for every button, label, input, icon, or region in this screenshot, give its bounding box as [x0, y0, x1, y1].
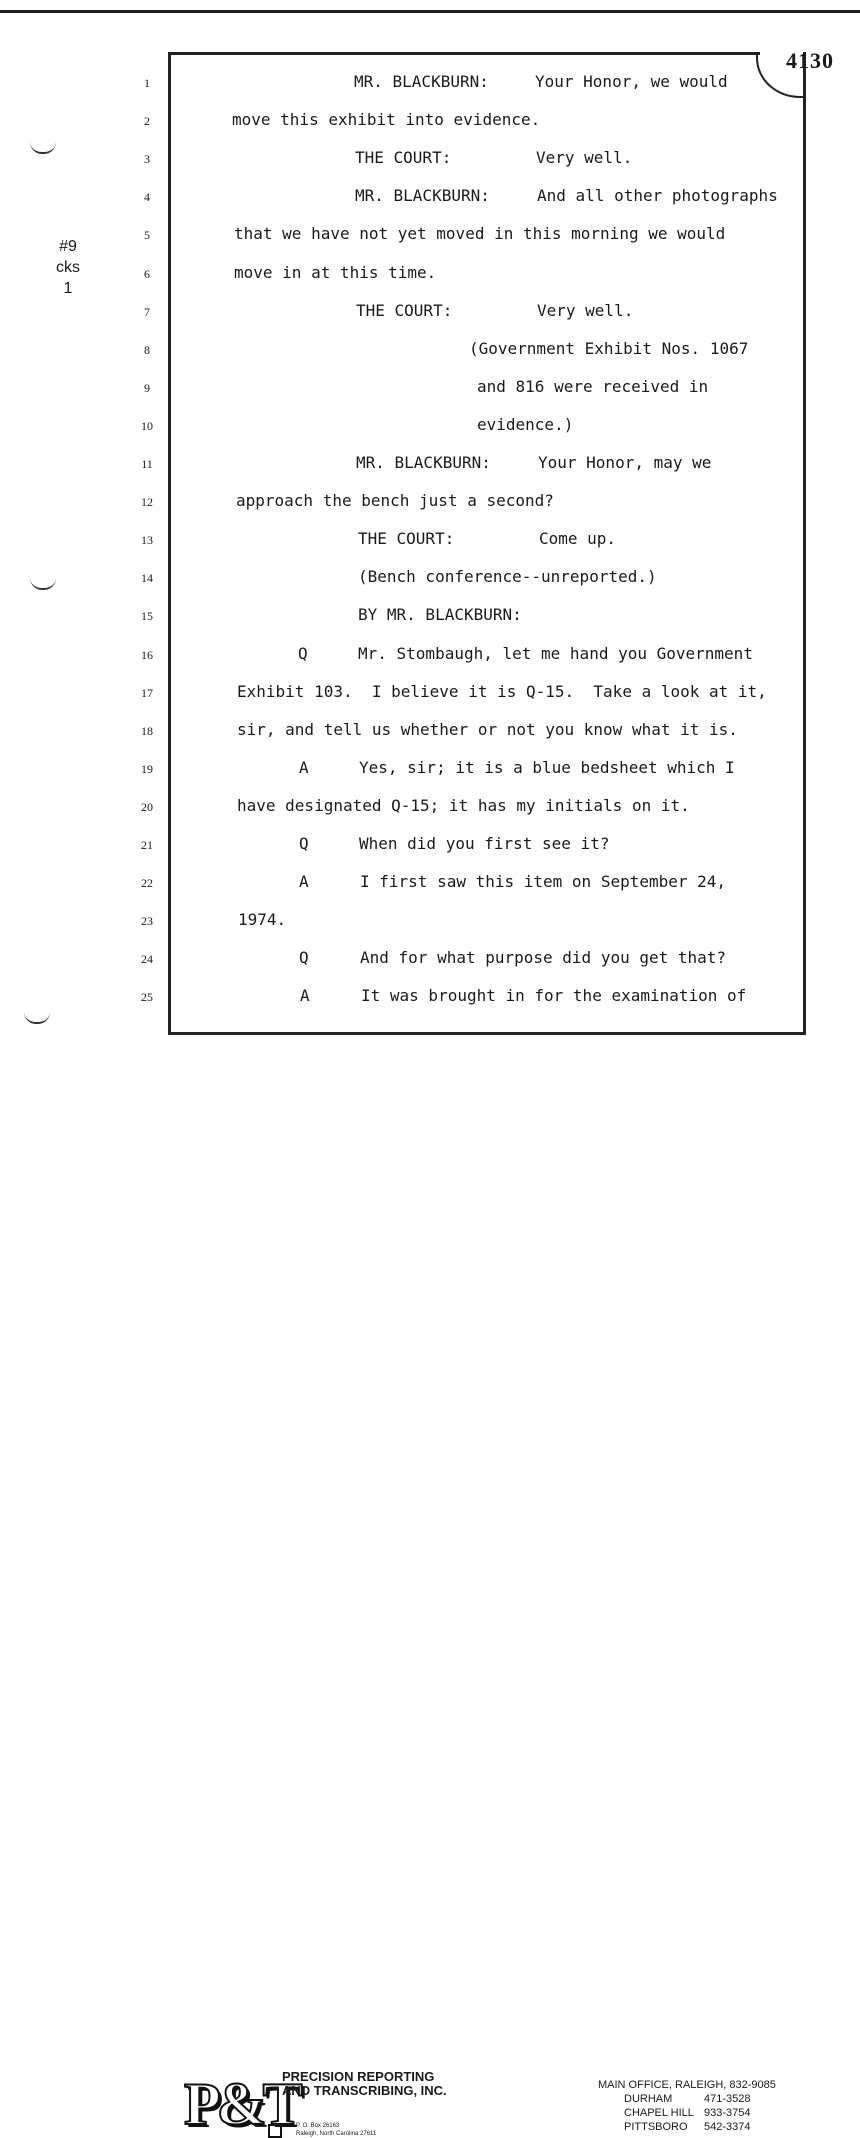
office-phone: 542-3374 — [704, 2121, 751, 2133]
transcript-text: MR. BLACKBURN: — [354, 72, 489, 91]
line-number: 11 — [141, 457, 153, 471]
transcript-text: THE COURT: — [358, 529, 455, 548]
office-phone: 933-3754 — [704, 2107, 751, 2119]
firm-name — [282, 2070, 447, 2098]
line-number: 25 — [141, 990, 153, 1004]
page-number: 4130 — [786, 48, 834, 73]
line-number: 8 — [144, 343, 150, 357]
line-number: 18 — [141, 724, 153, 738]
transcript-text: Q — [298, 644, 308, 663]
transcript-text: move in at this time. — [234, 263, 437, 282]
transcript-text: (Bench conference--unreported.) — [358, 567, 657, 586]
transcript-text: And for what purpose did you get that? — [360, 948, 727, 967]
transcript-text: that we have not yet moved in this morning we would — [234, 224, 726, 243]
line-number: 2 — [144, 114, 150, 128]
office-row — [598, 2092, 776, 2106]
margin-note — [46, 236, 90, 299]
line-number: 3 — [144, 152, 150, 166]
top-rule — [0, 10, 860, 13]
line-number: 20 — [141, 800, 153, 814]
transcript-text: MR. BLACKBURN: — [355, 186, 490, 205]
transcript-text: A — [300, 986, 310, 1005]
line-number: 5 — [144, 228, 150, 242]
transcript-text: THE COURT: — [355, 148, 452, 167]
line-number: 12 — [141, 495, 153, 509]
line-number: 22 — [141, 876, 153, 890]
transcript-text: (Government Exhibit Nos. 1067 — [469, 339, 749, 358]
line-number: 19 — [141, 762, 153, 776]
line-number: 1 — [144, 76, 150, 90]
line-number: 21 — [141, 838, 153, 852]
transcript-text: 1974. — [238, 910, 287, 929]
office-name: PITTSBORO — [624, 2121, 688, 2133]
line-number: 13 — [141, 533, 153, 547]
binding-mark — [30, 578, 56, 590]
firm-address — [296, 2122, 376, 2138]
margin-note-line: cks — [56, 259, 80, 276]
transcript-text: Yes, sir; it is a blue bedsheet which I — [359, 758, 735, 777]
transcript-text: Come up. — [539, 529, 617, 548]
transcript-text: MR. BLACKBURN: — [356, 453, 491, 472]
line-number: 24 — [141, 952, 153, 966]
office-name: DURHAM — [624, 2093, 673, 2105]
transcript-text: THE COURT: — [356, 301, 453, 320]
transcript-text: Q — [299, 948, 309, 967]
margin-note-line: #9 — [59, 238, 77, 255]
transcript-text: sir, and tell us whether or not you know what it is. — [237, 720, 738, 739]
logo-square — [268, 2124, 282, 2138]
office-name: CHAPEL HILL — [624, 2107, 694, 2119]
binding-mark — [30, 142, 56, 154]
main-office: MAIN OFFICE, RALEIGH, 832-9085 — [598, 2079, 776, 2091]
transcript-text: move this exhibit into evidence. — [232, 110, 541, 129]
transcript-text: BY MR. BLACKBURN: — [358, 605, 522, 624]
transcript-text: I first saw this item on September 24, — [360, 872, 727, 891]
line-number: 10 — [141, 419, 153, 433]
office-row — [598, 2106, 776, 2120]
line-number: 6 — [144, 267, 150, 281]
transcript-text: approach the bench just a second? — [236, 491, 554, 510]
transcript-text: Q — [299, 834, 309, 853]
transcript-text: Your Honor, we would — [535, 72, 728, 91]
binding-mark — [24, 1012, 50, 1024]
line-number: 14 — [141, 571, 153, 585]
office-list — [598, 2078, 776, 2134]
line-number: 16 — [141, 648, 153, 662]
transcript-text: and 816 were received in — [477, 377, 709, 396]
transcript-text: Very well. — [536, 148, 633, 167]
transcript-text: A — [299, 758, 309, 777]
line-number: 17 — [141, 686, 153, 700]
transcript-text: evidence.) — [477, 415, 574, 434]
transcript-text: When did you first see it? — [359, 834, 610, 853]
line-number: 23 — [141, 914, 153, 928]
transcript-text: Mr. Stombaugh, let me hand you Government — [358, 644, 753, 663]
line-number: 4 — [144, 190, 150, 204]
firm-name-line: PRECISION REPORTING — [282, 2069, 435, 2084]
transcript-text: have designated Q-15; it has my initials on it. — [237, 796, 690, 815]
margin-note-line: 1 — [63, 280, 73, 297]
firm-name-line: AND TRANSCRIBING, INC. — [282, 2083, 447, 2098]
transcript-text: And all other photographs — [537, 186, 778, 205]
company-logo: P&T — [184, 2071, 299, 2137]
office-row — [598, 2120, 776, 2134]
line-number: 7 — [144, 305, 150, 319]
transcript-text: Exhibit 103. I believe it is Q-15. Take a look at it, — [237, 682, 767, 701]
transcript-text: It was brought in for the examination of — [361, 986, 747, 1005]
transcript-text: A — [299, 872, 309, 891]
footer — [0, 1032, 860, 2137]
firm-address-line: Raleigh, North Carolina 27611 — [296, 2131, 377, 2137]
transcript-text: Very well. — [537, 301, 634, 320]
line-number: 9 — [144, 381, 150, 395]
office-phone: 471-3528 — [704, 2093, 751, 2105]
firm-address-line: P. O. Box 26163 — [296, 2123, 340, 2129]
transcript-text: Your Honor, may we — [538, 453, 712, 472]
line-number: 15 — [141, 609, 153, 623]
